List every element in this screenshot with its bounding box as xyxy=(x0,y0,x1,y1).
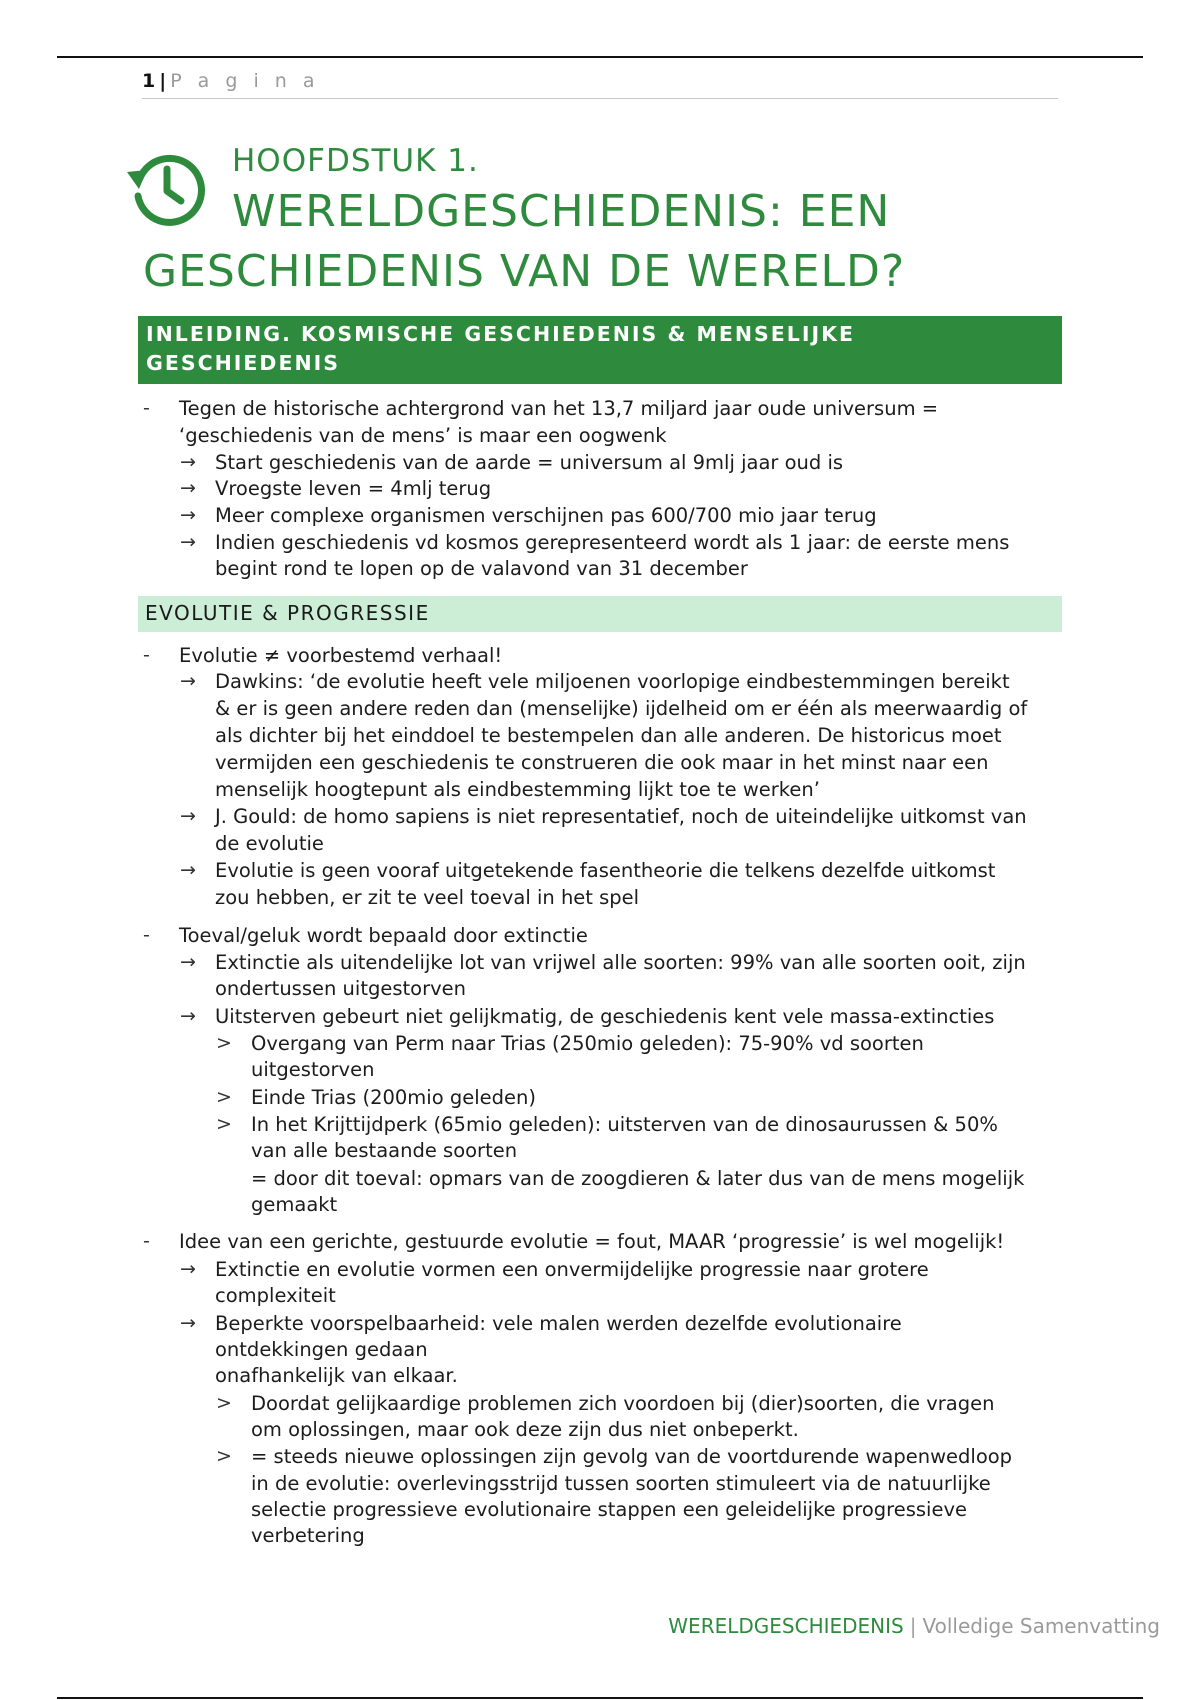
footer-separator: | xyxy=(909,1614,917,1638)
text-line: In het Krijttijdperk (65mio geleden): uitsterven van de dinosaurussen & 50% xyxy=(251,1113,998,1136)
bullet-arrow: → xyxy=(180,1258,196,1280)
text-line: van alle bestaande soorten xyxy=(251,1139,518,1162)
bullet-dash: - xyxy=(143,1230,150,1252)
bullet-chevron: > xyxy=(216,1392,232,1414)
text-line: Extinctie en evolutie vormen een onvermijdelijke progressie naar grotere xyxy=(215,1258,929,1281)
bullet-arrow: → xyxy=(180,1312,196,1334)
subsection-heading-text: EVOLUTIE & PROGRESSIE xyxy=(145,601,430,625)
subsection-heading-evolutie xyxy=(138,596,1062,632)
text-line: de evolutie xyxy=(215,832,324,855)
text-line: Extinctie als uitendelijke lot van vrijwel alle soorten: 99% van alle soorten ooit, zijn xyxy=(215,951,1026,974)
text-line: begint rond te lopen op de valavond van 31 december xyxy=(215,557,748,580)
text-line: Uitsterven gebeurt niet gelijkmatig, de geschiedenis kent vele massa-extincties xyxy=(215,1005,995,1028)
text-line: zou hebben, er zit te veel toeval in het spel xyxy=(215,886,640,909)
text-line: Tegen de historische achtergrond van het 13,7 miljard jaar oude universum = xyxy=(179,397,939,420)
bullet-chevron: > xyxy=(216,1445,232,1467)
bullet-chevron: > xyxy=(216,1086,232,1108)
section-heading-line2: GESCHIEDENIS xyxy=(146,351,340,375)
text-line: selectie progressieve evolutionaire stappen een geleidelijke progressieve xyxy=(251,1498,968,1521)
text-line: = steeds nieuwe oplossingen zijn gevolg van de voortdurende wapenwedloop xyxy=(251,1445,1013,1468)
text-line: Evolutie is geen vooraf uitgetekende fasentheorie die telkens dezelfde uitkomst xyxy=(215,859,996,882)
text-line: uitgestorven xyxy=(251,1058,375,1081)
page-word: P a g i n a xyxy=(170,70,320,92)
text-line: Meer complexe organismen verschijnen pas 600/700 mio jaar terug xyxy=(215,504,877,527)
text-line: Indien geschiedenis vd kosmos gerepresenteerd wordt als 1 jaar: de eerste mens xyxy=(215,531,1010,554)
text-line: ‘geschiedenis van de mens’ is maar een oogwenk xyxy=(179,424,667,447)
bullet-dash: - xyxy=(143,397,150,419)
text-line: Dawkins: ‘de evolutie heeft vele miljoenen voorlopige eindbestemmingen bereikt xyxy=(215,670,1010,693)
page-number: 1 xyxy=(142,70,156,92)
bullet-arrow: → xyxy=(180,504,196,526)
bullet-arrow: → xyxy=(180,531,196,553)
page-header xyxy=(142,70,1058,99)
top-rule xyxy=(57,56,1143,58)
text-line: Vroegste leven = 4mlj terug xyxy=(215,477,492,500)
bullet-arrow: → xyxy=(180,477,196,499)
history-clock-icon xyxy=(126,148,208,230)
bullet-arrow: → xyxy=(180,451,196,473)
text-line: ondertussen uitgestorven xyxy=(215,977,467,1000)
footer-subtitle: Volledige Samenvatting xyxy=(922,1614,1160,1638)
section-heading-line1: INLEIDING. KOSMISCHE GESCHIEDENIS & MENSELIJKE xyxy=(146,322,856,346)
text-line: vermijden een geschiedenis te construeren die ook maar in het minst naar een xyxy=(215,751,989,774)
text-line: als dichter bij het einddoel te bestempelen dan alle anderen. De historicus moet xyxy=(215,724,1002,747)
bullet-arrow: → xyxy=(180,951,196,973)
text-line: onafhankelijk van elkaar. xyxy=(215,1364,458,1387)
text-line: J. Gould: de homo sapiens is niet representatief, noch de uiteindelijke uitkomst van xyxy=(215,805,1027,828)
text-line: Evolutie ≠ voorbestemd verhaal! xyxy=(179,644,503,667)
bullet-arrow: → xyxy=(180,670,196,692)
bullet-chevron: > xyxy=(216,1032,232,1054)
section-heading-inleiding xyxy=(138,316,1062,384)
bullet-dash: - xyxy=(143,644,150,666)
page-footer xyxy=(668,1614,1160,1638)
bullet-arrow: → xyxy=(180,805,196,827)
bottom-rule xyxy=(57,1697,1143,1699)
footer-brand: WERELDGESCHIEDENIS xyxy=(668,1614,904,1638)
chapter-title-line2: GESCHIEDENIS VAN DE WERELD? xyxy=(143,246,906,297)
text-line: Doordat gelijkaardige problemen zich voordoen bij (dier)soorten, die vragen xyxy=(251,1392,995,1415)
text-line: in de evolutie: overlevingsstrijd tussen soorten stimuleert via de natuurlijke xyxy=(251,1472,991,1495)
chapter-label: HOOFDSTUK 1. xyxy=(232,143,479,179)
text-line: menselijk hoogtepunt als eindbestemming lijkt toe te werken’ xyxy=(215,778,820,801)
text-line: complexiteit xyxy=(215,1284,336,1307)
bullet-chevron: > xyxy=(216,1113,232,1135)
text-line: Idee van een gerichte, gestuurde evolutie = fout, MAAR ‘progressie’ is wel mogelijk! xyxy=(179,1230,1005,1253)
text-line: Start geschiedenis van de aarde = universum al 9mlj jaar oud is xyxy=(215,451,844,474)
text-line: Overgang van Perm naar Trias (250mio geleden): 75-90% vd soorten xyxy=(251,1032,924,1055)
page-separator: | xyxy=(159,70,167,92)
text-line: Beperkte voorspelbaarheid: vele malen werden dezelfde evolutionaire xyxy=(215,1312,902,1335)
text-line: Toeval/geluk wordt bepaald door extinctie xyxy=(179,924,588,947)
text-line: Einde Trias (200mio geleden) xyxy=(251,1086,536,1109)
text-line: & er is geen andere reden dan (menselijke) ijdelheid om er één als meerwaardig of xyxy=(215,697,1028,720)
text-line: om oplossingen, maar ook deze zijn dus niet onbeperkt. xyxy=(251,1418,799,1441)
bullet-arrow: → xyxy=(180,1005,196,1027)
text-line: gemaakt xyxy=(251,1193,338,1216)
text-line: ontdekkingen gedaan xyxy=(215,1338,428,1361)
text-line: verbetering xyxy=(251,1524,365,1547)
bullet-arrow: → xyxy=(180,859,196,881)
text-line: = door dit toeval: opmars van de zoogdieren & later dus van de mens mogelijk xyxy=(251,1167,1025,1190)
bullet-dash: - xyxy=(143,924,150,946)
chapter-title-line1: WERELDGESCHIEDENIS: EEN xyxy=(232,186,891,237)
